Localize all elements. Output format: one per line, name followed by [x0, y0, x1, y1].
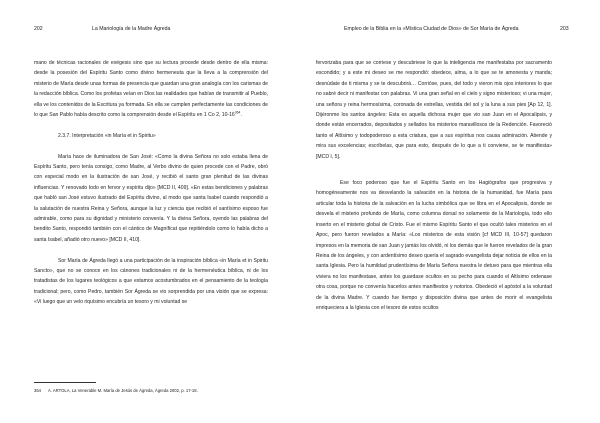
body-text: [34, 58, 268, 308]
paragraph: [34, 58, 268, 120]
section-subheading: 2.3.7. Interpretación «in María et in Spiritu»: [58, 132, 156, 139]
paragraph: fervorizaba para que se corriese y descubriese lo que la inteligencia me manifestaba por sacramento escondido; y a este mi deseo se me respondió: obedece, alma, a lo que se te amonesta y manda; desnúdate de ti misma y se te descubrirá… Corrióse, pues, del todo y vieron mis ojos interiores lo que no sabré decir ni manifestar con palabras. Vi una gran señal en el cielo y signo misterioso; vi una mujer, una señora y reina hermosísima, coronada de estrellas, vestida del sol y la luna a sus pies [Ap 12, 1]. Dijéronme los santos ángeles: Esta es aquella dichosa mujer que vio san Juan en el Apocalipsis, y donde están encerrados, depositados y sellados los misterios maravillosos de la Redención. Favoreció tanto el Altísimo y todopoderoso a esta criatura, que a sus espíritus nos causa admiración. Atiende y mira sus excelencias; escríbelas, que para esto, después de lo que a ti conviene, se te manifiesta» [MCD I, 5].: [316, 60, 552, 160]
page-number: 203: [560, 26, 569, 32]
footnote-number: 364: [34, 388, 41, 393]
footnote-text: A. ARTOLA, La Venerable M. María de Jesús de Ágreda, Ágreda 2002, p. 17-18.: [48, 388, 198, 393]
body-text: [316, 58, 552, 313]
paragraph: Ese foco poderoso que fue el Espíritu Santo en los Hagiógrafos que progresiva y homogéneamente nos va desvelando la salvación en la historia de la humanidad, fue María para articular toda la historia de la salvación en la lucha simbólica que se libra en el Apocalipsis, donde se desvela el misterio profundo de María, como columna dorsal no solamente de la Mariología, todo ello inserto en el misterio global de Cristo. Fue el mismo Espíritu Santo el que ocultó tales misterios en el Apoc, pero fueron revelados a María: «Los misterios de esta visión [cf MCD III, 10-57] quedaron impresos en la memoria de san Juan y jamás los olvidó, ni los demás que le fueron revelados de la gran Reina de los ángeles, y con ardentísimo deseo quería el sagrado evangelista dejar noticia de ellos en la santa Iglesia. Pero la humildad prudentísima de María Señora nuestra le detuvo para que mientras ella viviera no los manifestase, antes los guardase ocultos en su pecho para cuando el Altísimo ordenase otra cosa, porque no convenía hacerlos antes manifiestos y notorios. Obedeció el apóstol a la voluntad de la divina Madre. Y cuando fue tiempo y disposición divina que antes de morir el evangelista enriqueciera a la Iglesia con el tesoro de estos ocultos: [316, 180, 552, 311]
paragraph: María hace de iluminadora de San José: «Como la divina Señora no solo estaba llena de Espíritu Santo, pero tenía consigo, como Madre, al Verbo divino de quien procede con el Padre, obró con especial modo en la ilustración de san José, y recibió el santo gran plenitud de las divinas influencias. Y renovado todo en fervor y espíritu dijo» [MCD II, 409]. «En estas bendiciones y palabras que habló san José estuvo ilustrado del Espíritu divino, al modo que santa Isabel cuando respondió a la salutación de nuestra Reina y Señora, aunque la luz y ciencia que recibió el santísimo esposo fue admirable, como para su dignidad y ministerio convenía. Y la divina Señora, oyendo las palabras del bendito Santo, respondió también con el cántico de Magníficat que repitiéndolo como lo había dicho a santa Isabel, añadió otro nuevo» [MCD II, 410].: [34, 153, 268, 243]
paragraph-text: mano de técnicas racionales de exégesis sino que su lectura procede desde dentro de ella misma: desde la posesión del Espíritu Santo como divino hermeneuta que la lleva a la comprensión del misterio de María desde unas formas de presencia que guardan una gran analogía con los carismas de la redacción bíblica. Como los profetas veían en Dios las realidades que habían de transmitir al Pueblo, ella ve los contenidos de la Escritura ya formada. En ella se cumplen perfectamente las condiciones de lo que San Pablo había descrito como la comprensión desde el Espíritu en 1 Co 2, 10-16: [34, 60, 268, 119]
right-page: [300, 0, 600, 423]
paragraph-end: .: [240, 112, 242, 119]
running-title: La Mariología de la Madre Ágreda: [92, 26, 171, 32]
running-title: Empleo de la Biblia en la «Mística Ciudad de Dios» de Sor María de Ágreda: [344, 26, 519, 32]
footnote-divider: [34, 382, 96, 383]
paragraph: Sor María de Ágreda llegó a una participación de la inspiración bíblica «in María et in Spiritu Sancto», que no se conoce en los cánones tradicionales ni de la hermenéutica bíblica, ni de los tratadistas de los lugares teológicos a que estamos acostumbrados en el pensamiento de la teología tradicional; pero, como Pedro, también Sor Ágreda se vio sorprendida por una visión que se expresa: «Vi luego que un velo riquísimo encubría un tesoro y mi voluntad se: [34, 257, 268, 306]
footnote-reference[interactable]: 364: [234, 110, 241, 115]
footnote: [34, 388, 268, 394]
page-number: 202: [34, 26, 43, 32]
